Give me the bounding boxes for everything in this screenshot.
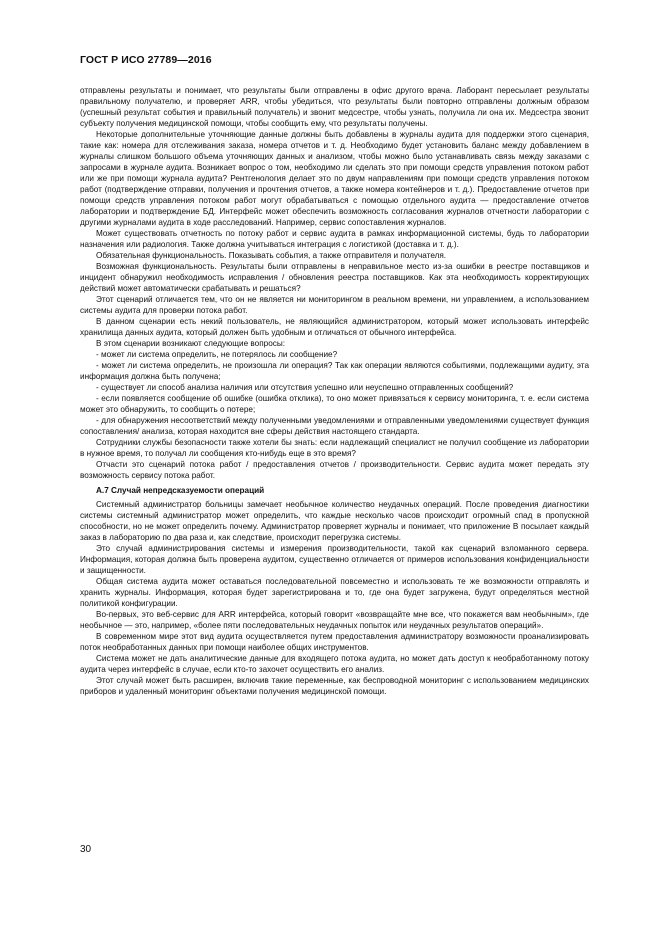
paragraph: В этом сценарии возникают следующие вопросы: [96, 339, 286, 348]
section-heading: А.7 Случай непредсказуемости операций [96, 486, 265, 495]
paragraph: Система может не дать аналитические данные для входящего потока аудита, но может дать доступ к необработанному потоку аудита через интерфейс в случае, если кто-то захочет осуществить его анализ. [80, 654, 589, 674]
paragraph: Этот сценарий отличается тем, что он не является ни мониторингом в реальном времени, ни управлением, а использованием системы аудита для проверки потока работ. [80, 295, 589, 315]
paragraph: Общая система аудита может оставаться последовательной повсеместно и использовать те же возможности отправлять и хранить журналы. Информация, которая будет зарегистрирована и то, где она будет загружена, будут определяться местной политикой конфигурации. [80, 577, 589, 608]
paragraph: Этот случай может быть расширен, включив такие переменные, как беспроводной мониторинг с использованием медицинских приборов и удаленный мониторинг объектами получения медицинской помощи. [80, 676, 589, 696]
paragraph: Системный администратор больницы замечает необычное количество неудачных операций. После проведения диагностики системы системный администратор может определить, что каждые несколько часов происходит огромный спад в пропускной способности, но не может определить почему. Администратор проверяет журналы и понимает, что приложение В посылает каждый заказ в лабораторию по два раза и, как следствие, происходит перегрузка системы. [80, 500, 589, 542]
paragraph: В современном мире этот вид аудита осуществляется путем предоставления администратору возможности проанализировать поток необработанных данных при помощи наиболее общих инструментов. [80, 632, 589, 652]
list-item: - может ли система определить, не потерялось ли сообщение? [96, 350, 338, 359]
list-item: - для обнаружения несоответствий между полученными уведомлениями и отправленными уведомлениями существует функция сопоставления/ анализа, которая находится вне сферы действия настоящего стандарта. [80, 416, 589, 436]
paragraph: Возможная функциональность. Результаты были отправлены в неправильное место из-за ошибки в реестре поставщиков и инцидент обнаружил необходимость исправления / обновления реестра поставщиков. Как эта необходимость корректирующих действий может автоматически срабатывать и решаться? [80, 262, 589, 293]
paragraph: Это случай администрирования системы и измерения производительности, такой как сценарий взломанного сервера. Информация, которая должна быть проверена аудитом, существенно отличается от примеров использования конфиденциальности и защищенности. [80, 544, 589, 575]
paragraph: Обязательная функциональность. Показывать события, а также отправителя и получателя. [96, 251, 447, 260]
list-item: - существует ли способ анализа наличия или отсутствия успешно или неуспешно отправленных сообщений? [96, 383, 514, 392]
paragraph: Во-первых, это веб-сервис для ARR интерфейса, который говорит «возвращайте мне все, что покажется вам необычным», где необычное — это, например, «более пяти последовательных неудачных попыток или неудачных результатов операций». [80, 610, 589, 630]
document-body [80, 85, 589, 697]
paragraph: В данном сценарии есть некий пользователь, не являющийся администратором, который может использовать интерфейс хранилища данных аудита, который должен быть удобным и отличаться от обычного интерфейса. [80, 317, 589, 337]
paragraph: Отчасти это сценарий потока работ / предоставления отчетов / производительности. Сервис аудита может передать эту возможность сервису потока работ. [80, 460, 589, 480]
paragraph: Сотрудники службы безопасности также хотели бы знать: если надлежащий специалист не получил сообщение из лаборатории в нужное время, то получал ли сообщения кто-нибудь еще в это время? [80, 438, 589, 458]
paragraph: Некоторые дополнительные уточняющие данные должны быть добавлены в журналы аудита для поддержки этого сценария, такие как: номера для отслеживания заказа, номера отчетов и т. д. Необходимо будет установить баланс между добавлением в журналы слишком большого объема уточняющих данных и анализом, чтобы можно было устанавливать связь между заказами с запросами в журнале аудита. Возникает вопрос о том, необходимо ли сделать это при помощи средств управления потоком работ или же при помощи журнала аудита? Рентгенология делает это по двум направлениям при помощи средств управления потоком работ (подтверждение отправки, получения и прочтения отчетов, а также номера контейнеров и т. д.). Предоставление отчетов при помощи средств управления потоком работ могут обрабатываться с помощью отдельного аудита — предоставление отчетов лаборатории и подтверждение БД. Интерфейс может обеспечить возможность согласования журналов отчетности лаборатории с другими журналами аудита в ходе расследований. Например, сервис сопоставления журналов. [80, 130, 589, 227]
list-item: - может ли система определить, не произошла ли операция? Так как операции являются событиями, подлежащими аудиту, эта информация должна быть получена; [80, 361, 589, 381]
list-item: - если появляется сообщение об ошибке (ошибка отклика), то оно может привязаться к сервису мониторинга, т. е. если система может это обнаружить, то сообщить о потере; [80, 394, 589, 414]
paragraph: отправлены результаты и понимает, что результаты были отправлены в офис другого врача. Лаборант пересылает результаты правильному получателю, и проверяет ARR, чтобы убедиться, что результаты были повторно отправлены должным образом (успешный результат события и правильный получатель) и звонит медсестре, чтобы узнать, получила ли она их. Медсестра звонит субъекту получения медицинской помощи, чтобы сообщить ему, что результаты получены. [80, 86, 589, 128]
document-header: ГОСТ Р ИСО 27789—2016 [80, 54, 212, 66]
paragraph: Может существовать отчетность по потоку работ и сервис аудита в рамках информационной системы, будь то лаборатории назначения или радиология. Также должна учитываться интеграция с логистикой (доставка и т. д.). [80, 229, 589, 249]
page-number: 30 [80, 844, 92, 855]
